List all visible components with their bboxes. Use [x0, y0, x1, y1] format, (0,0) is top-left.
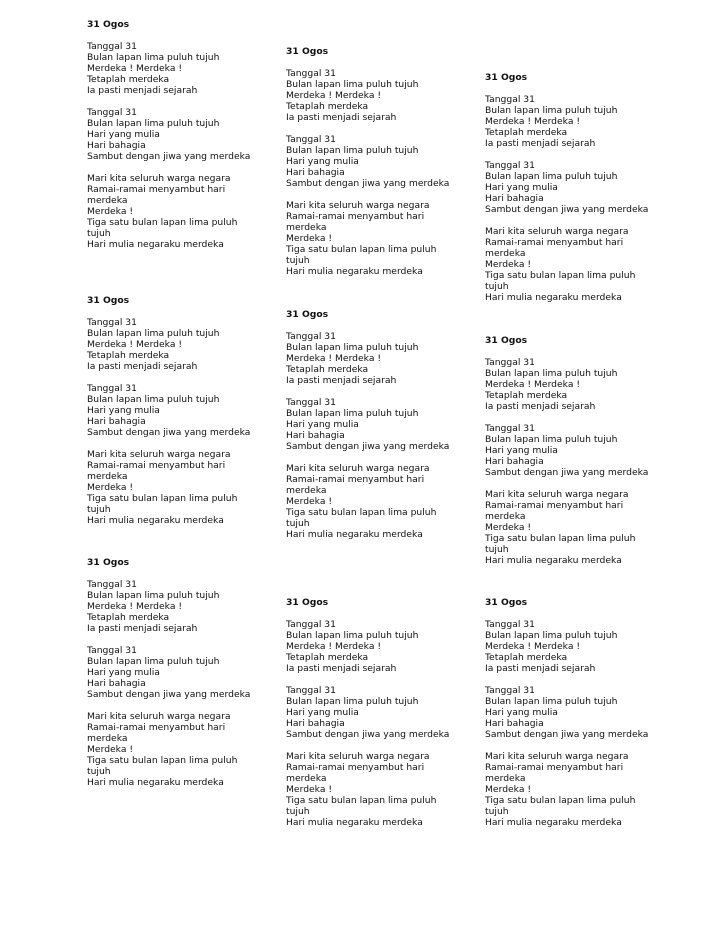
poem-stanza	[286, 463, 476, 540]
poem-line: Merdeka ! Merdeka !	[286, 353, 382, 364]
poem-line: Hari yang mulia	[485, 445, 558, 456]
poem-line: Merdeka ! Merdeka !	[485, 116, 581, 127]
poem-line: Hari mulia negaraku merdeka	[286, 529, 423, 540]
poem-line: Tanggal 31	[87, 383, 137, 394]
poem-stanza	[485, 357, 675, 412]
poem-line: Hari yang mulia	[87, 667, 160, 678]
poem-line: Tetaplah merdeka	[87, 74, 170, 85]
poem-stanza	[87, 173, 277, 250]
poem-line: Ramai-ramai menyambut hari	[87, 184, 226, 195]
poem-stanza	[87, 579, 277, 634]
poem-stanza	[286, 397, 476, 452]
poem-line: Ia pasti menjadi sejarah	[485, 663, 596, 674]
poem-line: Bulan lapan lima puluh tujuh	[87, 590, 220, 601]
poem-line: Hari mulia negaraku merdeka	[485, 817, 622, 828]
poem-line: Tiga satu bulan lapan lima puluh	[87, 755, 238, 766]
poem-line: Hari mulia negaraku merdeka	[286, 817, 423, 828]
poem-line: Sambut dengan jiwa yang merdeka	[286, 441, 450, 452]
poem-line: Tetaplah merdeka	[485, 127, 568, 138]
poem-stanza	[87, 317, 277, 372]
poem-line: Hari bahagia	[485, 193, 544, 204]
poem-line: Mari kita seluruh warga negara	[286, 751, 430, 762]
poem-stanza	[485, 423, 675, 478]
poem-block	[87, 295, 277, 526]
poem-stanza	[87, 107, 277, 162]
poem-line: Tiga satu bulan lapan lima puluh	[87, 493, 238, 504]
poem-line: Tetaplah merdeka	[87, 350, 170, 361]
poem-line: Merdeka !	[485, 522, 532, 533]
poem-line: Merdeka ! Merdeka !	[485, 379, 581, 390]
poem-line: merdeka	[87, 195, 128, 206]
poem-line: Mari kita seluruh warga negara	[485, 226, 629, 237]
poem-stanza	[286, 134, 476, 189]
poem-line: Bulan lapan lima puluh tujuh	[286, 630, 419, 641]
poem-title: 31 Ogos	[87, 19, 130, 30]
poem-title: 31 Ogos	[87, 295, 130, 306]
poem-line: Hari yang mulia	[286, 419, 359, 430]
poem-block	[485, 597, 675, 828]
poem-stanza	[87, 711, 277, 788]
poem-line: Tetaplah merdeka	[286, 652, 369, 663]
poem-line: Hari yang mulia	[286, 707, 359, 718]
poem-line: tujuh	[87, 228, 111, 239]
poem-line: Ia pasti menjadi sejarah	[87, 361, 198, 372]
poem-line: Hari mulia negaraku merdeka	[87, 777, 224, 788]
poem-title: 31 Ogos	[286, 597, 329, 608]
poem-line: Hari bahagia	[87, 416, 146, 427]
poem-line: Tanggal 31	[286, 134, 336, 145]
poem-line: merdeka	[87, 471, 128, 482]
poem-line: Tanggal 31	[286, 397, 336, 408]
poem-line: Hari bahagia	[485, 718, 544, 729]
poem-line: Tiga satu bulan lapan lima puluh	[485, 533, 636, 544]
poem-line: Ramai-ramai menyambut hari	[485, 500, 624, 511]
poem-line: Mari kita seluruh warga negara	[485, 489, 629, 500]
poem-line: Tanggal 31	[485, 357, 535, 368]
poem-line: Bulan lapan lima puluh tujuh	[87, 656, 220, 667]
poem-stanza	[286, 331, 476, 386]
poem-line: Tanggal 31	[485, 619, 535, 630]
poem-line: Hari bahagia	[87, 678, 146, 689]
poem-line: merdeka	[485, 773, 526, 784]
poem-line: Bulan lapan lima puluh tujuh	[87, 328, 220, 339]
poem-line: Tiga satu bulan lapan lima puluh	[286, 795, 437, 806]
poem-line: Sambut dengan jiwa yang merdeka	[485, 467, 649, 478]
poem-line: Ramai-ramai menyambut hari	[286, 211, 425, 222]
poem-block	[286, 597, 476, 828]
poem-line: Merdeka !	[87, 744, 134, 755]
poem-line: Bulan lapan lima puluh tujuh	[485, 434, 618, 445]
poem-line: Sambut dengan jiwa yang merdeka	[87, 689, 251, 700]
poem-stanza	[485, 94, 675, 149]
poem-line: Sambut dengan jiwa yang merdeka	[87, 427, 251, 438]
poem-line: Merdeka ! Merdeka !	[286, 90, 382, 101]
poem-line: Tanggal 31	[87, 41, 137, 52]
poem-stanza	[87, 645, 277, 700]
poem-line: Tanggal 31	[485, 423, 535, 434]
poem-line: Tiga satu bulan lapan lima puluh	[485, 795, 636, 806]
poem-block	[485, 72, 675, 303]
poem-line: Hari mulia negaraku merdeka	[286, 266, 423, 277]
poem-line: Tiga satu bulan lapan lima puluh	[286, 244, 437, 255]
poem-stanza	[87, 383, 277, 438]
poem-line: Bulan lapan lima puluh tujuh	[485, 368, 618, 379]
poem-line: Ia pasti menjadi sejarah	[286, 375, 397, 386]
poem-line: Hari mulia negaraku merdeka	[485, 292, 622, 303]
poem-line: Tetaplah merdeka	[485, 390, 568, 401]
poem-line: Tetaplah merdeka	[286, 364, 369, 375]
poem-line: Merdeka !	[485, 259, 532, 270]
poem-line: Ia pasti menjadi sejarah	[87, 85, 198, 96]
poem-line: Ia pasti menjadi sejarah	[286, 663, 397, 674]
poem-line: Bulan lapan lima puluh tujuh	[485, 696, 618, 707]
poem-line: Bulan lapan lima puluh tujuh	[87, 52, 220, 63]
poem-line: tujuh	[286, 518, 310, 529]
poem-stanza	[485, 226, 675, 303]
poem-line: Ramai-ramai menyambut hari	[286, 762, 425, 773]
poem-line: Tanggal 31	[286, 619, 336, 630]
poem-line: Tanggal 31	[87, 317, 137, 328]
poem-line: Hari yang mulia	[485, 182, 558, 193]
poem-line: Merdeka ! Merdeka !	[87, 601, 183, 612]
poem-line: Merdeka !	[87, 206, 134, 217]
poem-stanza	[286, 68, 476, 123]
poem-line: merdeka	[286, 222, 327, 233]
poem-block	[87, 557, 277, 788]
poem-line: Tetaplah merdeka	[485, 652, 568, 663]
poem-stanza	[485, 619, 675, 674]
poem-line: Hari bahagia	[286, 430, 345, 441]
poem-line: merdeka	[485, 248, 526, 259]
poem-stanza	[87, 449, 277, 526]
poem-line: Ia pasti menjadi sejarah	[87, 623, 198, 634]
poem-line: tujuh	[286, 806, 310, 817]
poem-line: Ramai-ramai menyambut hari	[87, 460, 226, 471]
poem-stanza	[485, 751, 675, 828]
poem-line: tujuh	[87, 504, 111, 515]
poem-line: Hari bahagia	[87, 140, 146, 151]
poem-line: Ramai-ramai menyambut hari	[485, 762, 624, 773]
poem-line: Merdeka !	[286, 233, 333, 244]
poem-line: Bulan lapan lima puluh tujuh	[87, 394, 220, 405]
poem-block	[485, 335, 675, 566]
poem-line: Hari mulia negaraku merdeka	[87, 515, 224, 526]
poem-line: Hari yang mulia	[286, 156, 359, 167]
poem-line: Mari kita seluruh warga negara	[286, 463, 430, 474]
poem-line: Merdeka ! Merdeka !	[286, 641, 382, 652]
poem-line: merdeka	[286, 485, 327, 496]
poem-line: Tanggal 31	[87, 645, 137, 656]
poem-stanza	[485, 489, 675, 566]
poem-title: 31 Ogos	[485, 72, 528, 83]
poem-line: Tanggal 31	[87, 107, 137, 118]
poem-line: Tanggal 31	[485, 160, 535, 171]
poem-line: Hari yang mulia	[87, 129, 160, 140]
poem-line: Merdeka !	[286, 496, 333, 507]
poem-line: Bulan lapan lima puluh tujuh	[87, 118, 220, 129]
poem-line: tujuh	[87, 766, 111, 777]
poem-line: tujuh	[485, 544, 509, 555]
poem-block	[286, 309, 476, 540]
poem-stanza	[87, 41, 277, 96]
poem-line: Tetaplah merdeka	[87, 612, 170, 623]
poem-line: Bulan lapan lima puluh tujuh	[286, 342, 419, 353]
poem-line: Tanggal 31	[286, 68, 336, 79]
poem-stanza	[286, 751, 476, 828]
poem-stanza	[286, 200, 476, 277]
poem-line: Merdeka !	[87, 482, 134, 493]
poem-line: Tetaplah merdeka	[286, 101, 369, 112]
poem-line: Merdeka !	[485, 784, 532, 795]
poem-line: Mari kita seluruh warga negara	[87, 711, 231, 722]
poem-stanza	[485, 160, 675, 215]
poem-line: Ia pasti menjadi sejarah	[485, 138, 596, 149]
poem-line: Ia pasti menjadi sejarah	[286, 112, 397, 123]
poem-line: Hari bahagia	[485, 456, 544, 467]
poem-title: 31 Ogos	[286, 46, 329, 57]
poem-line: Merdeka ! Merdeka !	[87, 339, 183, 350]
poem-line: Bulan lapan lima puluh tujuh	[485, 630, 618, 641]
poem-line: Mari kita seluruh warga negara	[286, 200, 430, 211]
poem-line: Mari kita seluruh warga negara	[87, 449, 231, 460]
poem-line: Mari kita seluruh warga negara	[485, 751, 629, 762]
poem-line: merdeka	[485, 511, 526, 522]
poem-title: 31 Ogos	[485, 597, 528, 608]
poem-line: Sambut dengan jiwa yang merdeka	[286, 729, 450, 740]
poem-line: Hari mulia negaraku merdeka	[87, 239, 224, 250]
poem-line: tujuh	[485, 281, 509, 292]
poem-line: Tiga satu bulan lapan lima puluh	[87, 217, 238, 228]
poem-line: merdeka	[87, 733, 128, 744]
poem-line: tujuh	[286, 255, 310, 266]
poem-title: 31 Ogos	[485, 335, 528, 346]
poem-line: Sambut dengan jiwa yang merdeka	[485, 204, 649, 215]
poem-line: Ramai-ramai menyambut hari	[485, 237, 624, 248]
poem-title: 31 Ogos	[87, 557, 130, 568]
poem-line: Bulan lapan lima puluh tujuh	[485, 105, 618, 116]
poem-stanza	[485, 685, 675, 740]
poem-line: Bulan lapan lima puluh tujuh	[286, 145, 419, 156]
poem-line: Tanggal 31	[485, 94, 535, 105]
poem-line: merdeka	[286, 773, 327, 784]
poem-line: Merdeka ! Merdeka !	[485, 641, 581, 652]
poem-line: Sambut dengan jiwa yang merdeka	[485, 729, 649, 740]
poem-line: Sambut dengan jiwa yang merdeka	[286, 178, 450, 189]
poem-stanza	[286, 685, 476, 740]
poem-line: Tanggal 31	[286, 331, 336, 342]
poem-stanza	[286, 619, 476, 674]
poem-line: Hari bahagia	[286, 718, 345, 729]
poem-line: Tanggal 31	[87, 579, 137, 590]
poem-line: Bulan lapan lima puluh tujuh	[286, 408, 419, 419]
poem-line: Sambut dengan jiwa yang merdeka	[87, 151, 251, 162]
poem-line: Tiga satu bulan lapan lima puluh	[286, 507, 437, 518]
poem-line: Ramai-ramai menyambut hari	[286, 474, 425, 485]
poem-line: Merdeka ! Merdeka !	[87, 63, 183, 74]
poem-block	[286, 46, 476, 277]
poem-title: 31 Ogos	[286, 309, 329, 320]
poem-line: Hari bahagia	[286, 167, 345, 178]
poem-line: Bulan lapan lima puluh tujuh	[286, 79, 419, 90]
poem-line: Bulan lapan lima puluh tujuh	[286, 696, 419, 707]
poem-line: Ia pasti menjadi sejarah	[485, 401, 596, 412]
poem-line: Mari kita seluruh warga negara	[87, 173, 231, 184]
poem-line: Ramai-ramai menyambut hari	[87, 722, 226, 733]
poem-block	[87, 19, 277, 250]
poem-line: Hari yang mulia	[485, 707, 558, 718]
poem-line: Hari mulia negaraku merdeka	[485, 555, 622, 566]
poem-line: Tiga satu bulan lapan lima puluh	[485, 270, 636, 281]
poem-line: Merdeka !	[286, 784, 333, 795]
poem-line: Hari yang mulia	[87, 405, 160, 416]
poem-line: tujuh	[485, 806, 509, 817]
poem-line: Bulan lapan lima puluh tujuh	[485, 171, 618, 182]
poem-line: Tanggal 31	[286, 685, 336, 696]
poem-line: Tanggal 31	[485, 685, 535, 696]
